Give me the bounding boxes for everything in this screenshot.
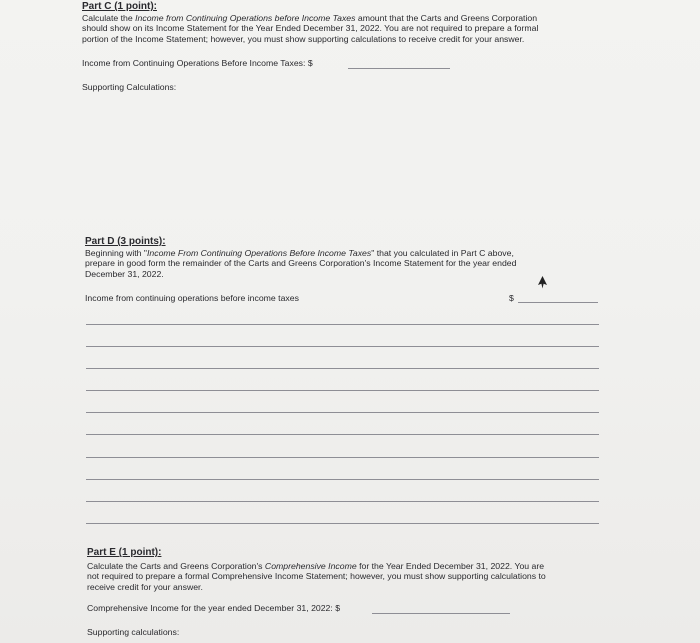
part-c-instructions: Calculate the Income from Continuing Operations before Income Taxes amount that the Carts and Greens Corporation should show on its Income Statement for the Year Ended December 31, 2022. You are not required to prepare a formal portion of the Income Statement; however, you must show supporting calculations to receive credit for your answer. [82,13,539,44]
part-e-answer-label: Comprehensive Income for the year ended December 31, 2022: $ [87,603,341,613]
part-c-supporting-label: Supporting Calculations: [82,82,177,92]
part-d-heading: Part D (3 points): [85,236,166,247]
answer-line-3[interactable] [86,368,599,369]
answer-line-10[interactable] [86,523,599,524]
part-e-supporting-label: Supporting calculations: [87,627,180,637]
answer-line-8[interactable] [86,479,599,480]
answer-line-7[interactable] [86,457,599,458]
part-d-row-label: Income from continuing operations before income taxes [85,293,299,303]
answer-line-2[interactable] [86,346,599,347]
part-c-heading: Part C (1 point): [82,1,157,12]
part-c-supporting-area[interactable] [82,96,602,226]
part-d-amount-blank[interactable] [518,292,598,303]
part-e-heading: Part E (1 point): [87,547,162,558]
answer-line-4[interactable] [86,390,599,391]
answer-line-6[interactable] [86,434,599,435]
answer-line-5[interactable] [86,412,599,413]
cursor-arrow-icon [537,276,548,289]
part-c-answer-label: Income from Continuing Operations Before Income Taxes: $ [82,58,313,68]
answer-line-9[interactable] [86,501,599,502]
answer-line-1[interactable] [86,324,599,325]
part-e-instructions: Calculate the Carts and Greens Corporation's Comprehensive Income for the Year Ended December 31, 2022. You are not required to prepare a formal Comprehensive Income Statement; however, you must show supporting calculations to receive credit for your answer. [87,561,546,592]
part-c-answer-blank[interactable] [348,57,450,69]
part-d-instructions: Beginning with "Income From Continuing Operations Before Income Taxes" that you calculated in Part C above, prepare in good form the remainder of the Carts and Greens Corporation's Income Statement for the year ended December 31, 2022. [85,248,517,279]
part-d-currency-sign: $ [509,293,514,303]
part-e-answer-blank[interactable] [372,602,510,614]
